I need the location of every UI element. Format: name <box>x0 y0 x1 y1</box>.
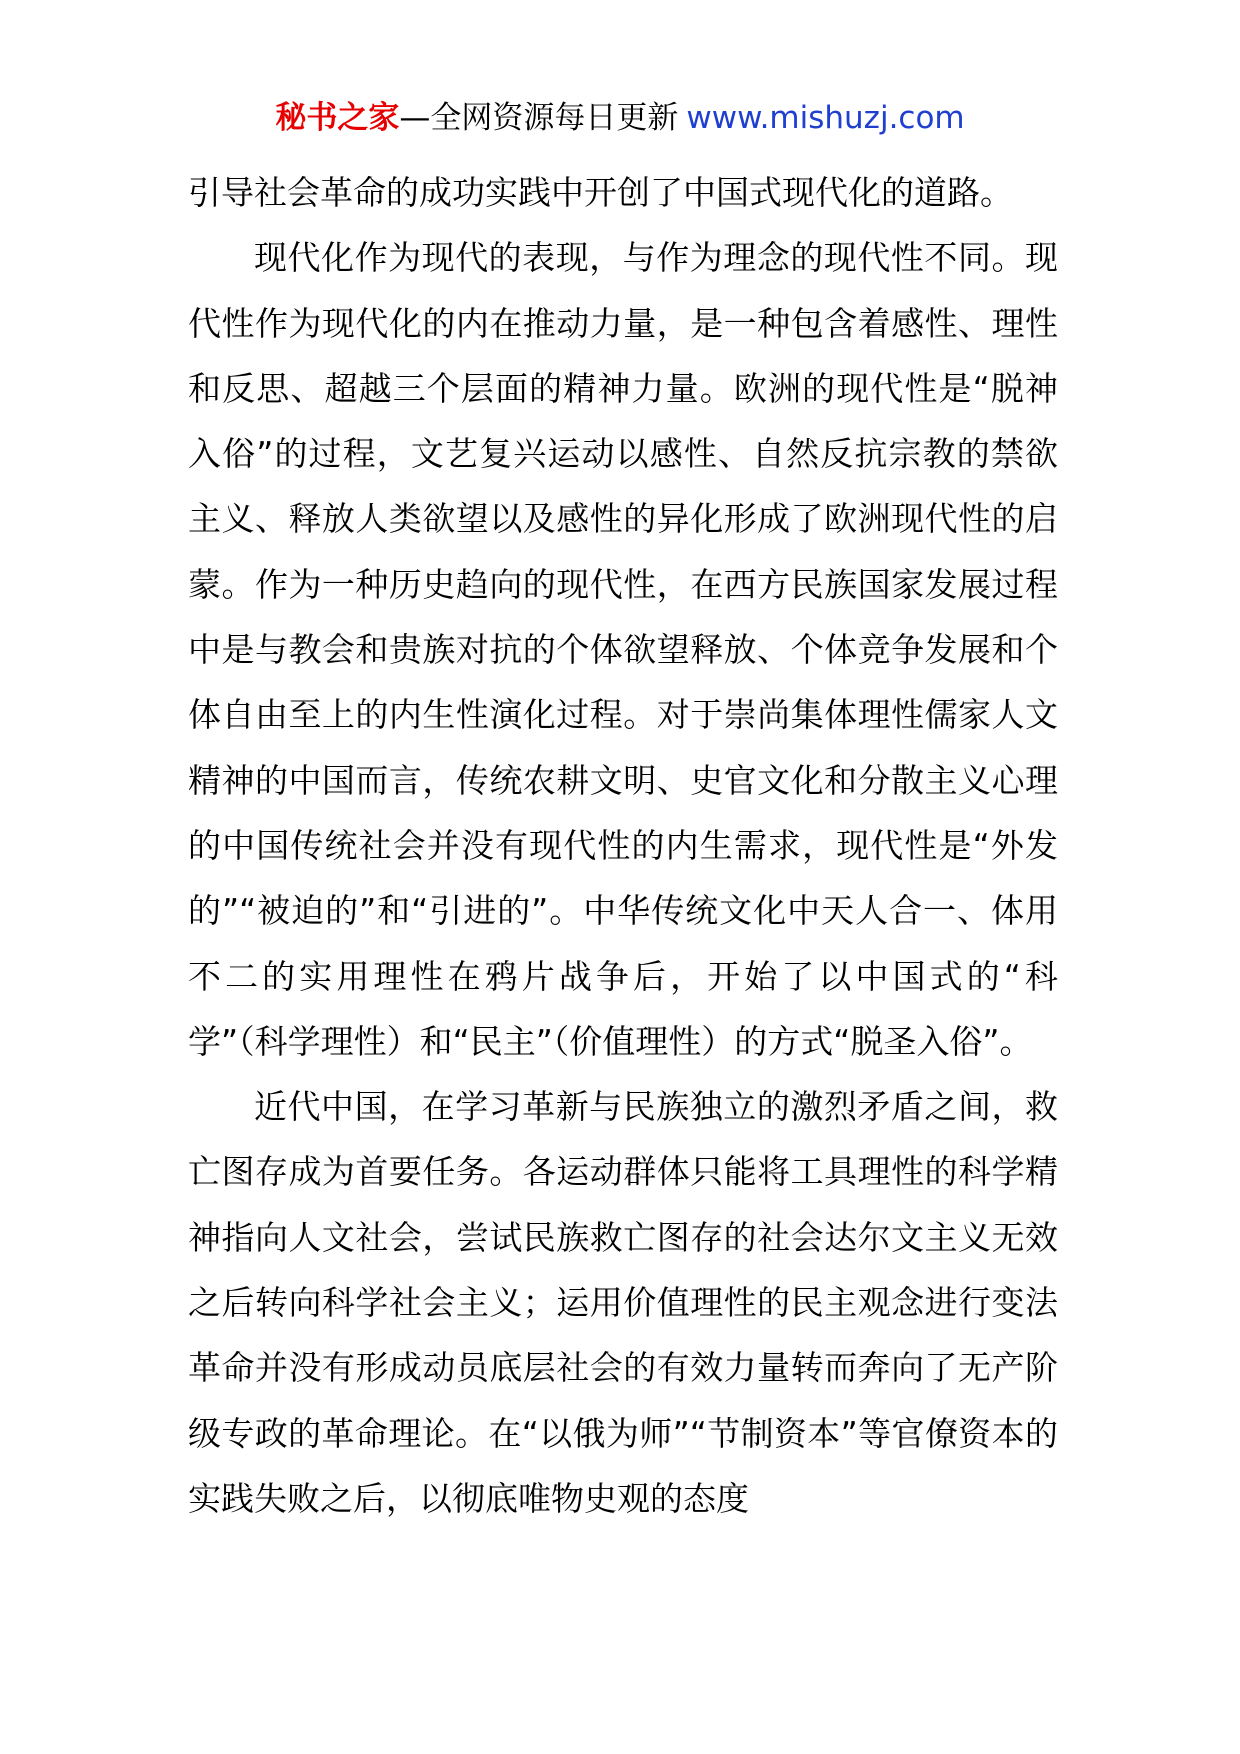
document-body <box>188 160 1058 1531</box>
site-header <box>0 98 1240 138</box>
site-url-link[interactable]: www.mishuzj.com <box>686 100 965 136</box>
paragraph-continued: 引导社会革命的成功实践中开创了中国式现代化的道路。 <box>188 173 1013 212</box>
paragraph-modern-china: 近代中国，在学习革新与民族独立的激烈矛盾之间，救亡图存成为首要任务。各运动群体只能将工具理性的科学精神指向人文社会，尝试民族救亡图存的社会达尔文主义无效之后转向科学社会主义；运用价值理性的民主观念进行变法革命并没有形成动员底层社会的有效力量转而奔向了无产阶级专政的革命理论。在“以俄为师”“节制资本”等官僚资本的实践失败之后，以彻底唯物史观的态度 <box>188 1087 1058 1518</box>
site-slogan: —全网资源每日更新 <box>399 100 679 136</box>
paragraph-modernity: 现代化作为现代的表现，与作为理念的现代性不同。现代性作为现代化的内在推动力量，是一种包含着感性、理性和反思、超越三个层面的精神力量。欧洲的现代性是“脱神入俗”的过程，文艺复兴运动以感性、自然反抗宗教的禁欲主义、释放人类欲望以及感性的异化形成了欧洲现代性的启蒙。作为一种历史趋向的现代性，在西方民族国家发展过程中是与教会和贵族对抗的个体欲望释放、个体竞争发展和个体自由至上的内生性演化过程。对于崇尚集体理性儒家人文精神的中国而言，传统农耕文明、史官文化和分散主义心理的中国传统社会并没有现代性的内生需求，现代性是“外发的”“被迫的”和“引进的”。中华传统文化中天人合一、体用不二的实用理性在鸦片战争后，开始了以中国式的“科学”（科学理性）和“民主”（价值理性）的方式“脱圣入俗”。 <box>188 238 1058 1061</box>
site-brand: 秘书之家 <box>275 100 400 136</box>
